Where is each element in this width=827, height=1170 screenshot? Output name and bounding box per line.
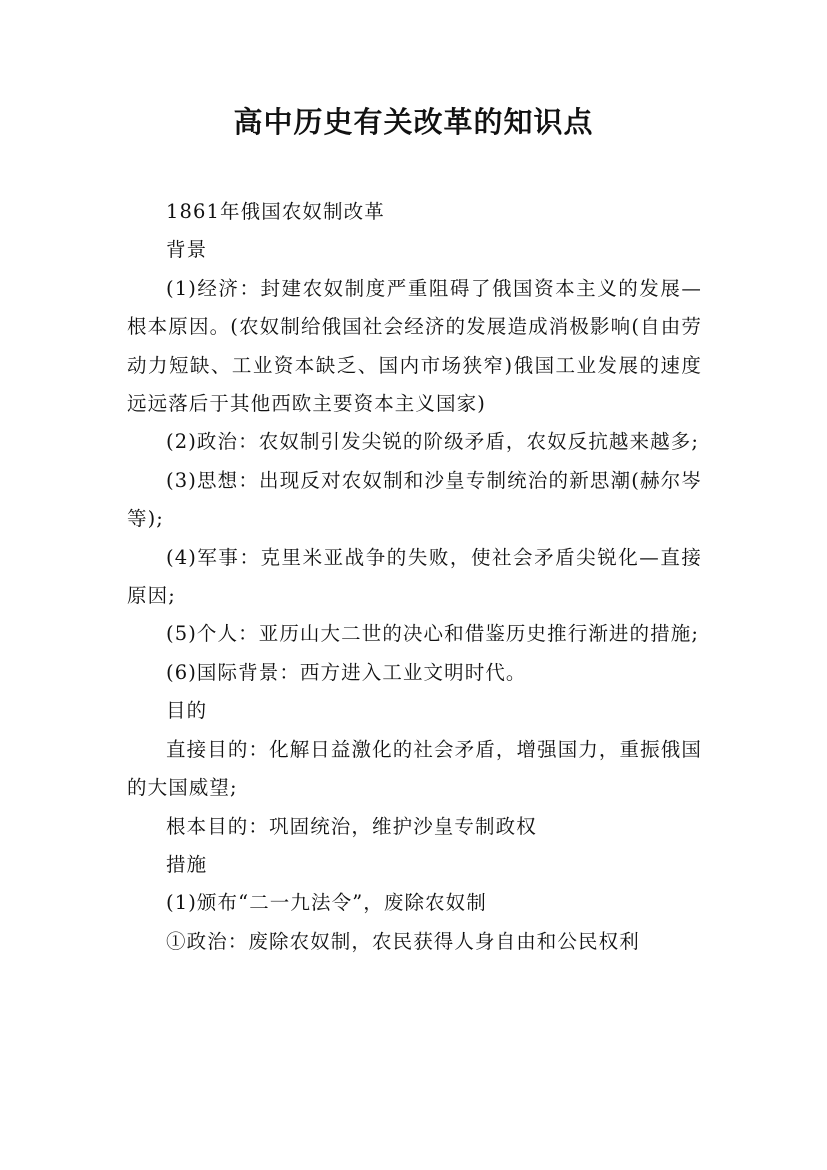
paragraph-measure-1: (1)颁布“二一九法令”，废除农奴制 [166, 891, 487, 915]
section-heading-purpose: 目的 [166, 699, 208, 723]
paragraph-thought: (3)思想：出现反对农奴制和沙皇专制统治的新思潮(赫尔岑等); [127, 468, 702, 531]
section-heading-measures: 措施 [166, 852, 208, 876]
section-heading-reform: 1861年俄国农奴制改革 [166, 200, 385, 223]
paragraph-politics: (2)政治：农奴制引发尖锐的阶级矛盾，农奴反抗越来越多; [166, 430, 699, 454]
paragraph-measure-1-politics: ①政治：废除农奴制，农民获得人身自由和公民权利 [166, 929, 640, 953]
paragraph-international: (6)国际背景：西方进入工业文明时代。 [166, 660, 527, 684]
section-heading-background: 背景 [166, 238, 208, 262]
paragraph-direct-purpose: 直接目的：化解日益激化的社会矛盾，增强国力，重振俄国的大国威望; [127, 737, 702, 800]
paragraph-military: (4)军事：克里米亚战争的失败，使社会矛盾尖锐化—直接原因; [127, 545, 702, 608]
paragraph-fundamental-purpose: 根本目的：巩固统治，维护沙皇专制政权 [166, 814, 537, 838]
paragraph-individual: (5)个人：亚历山大二世的决心和借鉴历史推行渐进的措施; [166, 622, 699, 646]
document-body [127, 193, 702, 961]
paragraph-economy: (1)经济：封建农奴制度严重阻碍了俄国资本主义的发展—根本原因。(农奴制给俄国社会经济的发展造成消极影响(自由劳动力短缺、工业资本缺乏、国内市场狭窄)俄国工业发展的速度远远落后于其他西欧主要资本主义国家) [127, 276, 702, 416]
document-title: 高中历史有关改革的知识点 [233, 105, 594, 139]
